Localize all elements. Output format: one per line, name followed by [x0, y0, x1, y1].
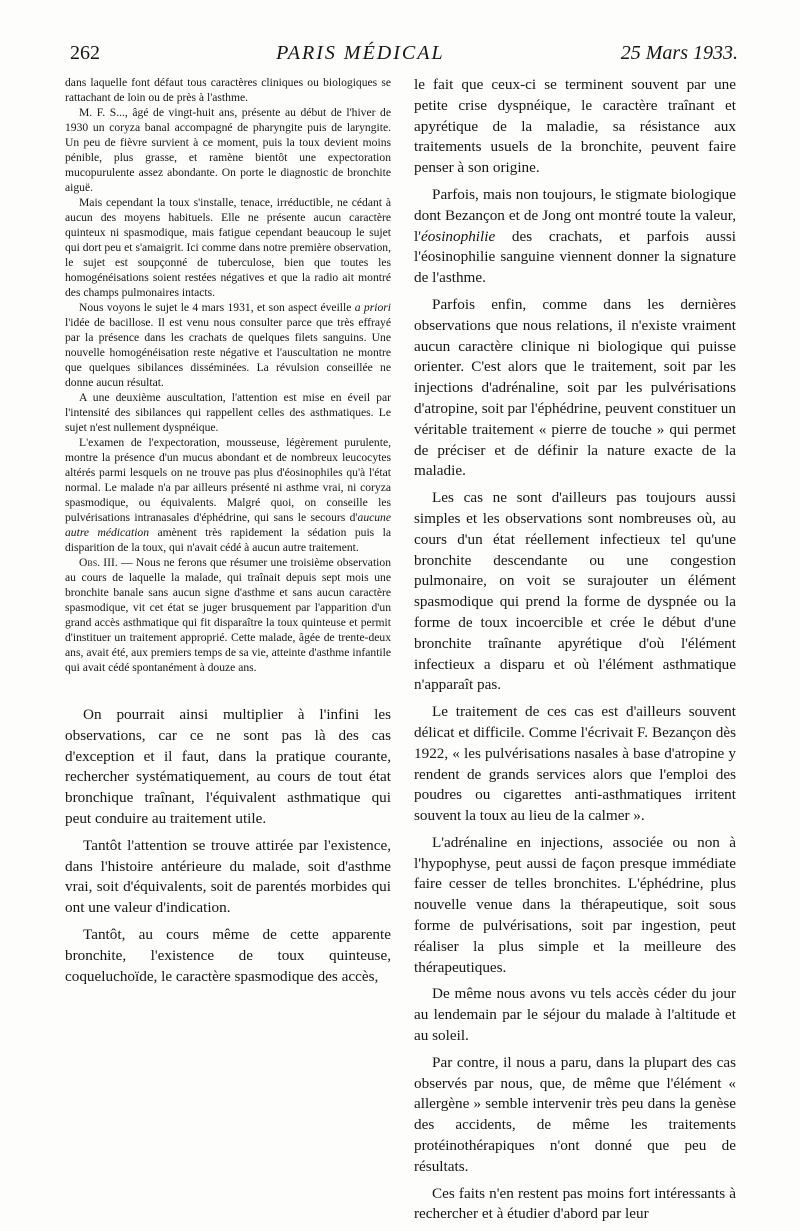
journal-title: PARIS MÉDICAL: [276, 42, 445, 64]
paragraph: Les cas ne sont d'ailleurs pas toujours aussi simples et les observations sont nombreuses où, au cours d'un état réellement infectieux tel qu'une bronchite descendante ou une congestion pulmonaire, on voit se surajouter un élément spasmodique qui prend la forme de dyspnée ou la forme de toux incoercible et crée le début d'une bronchite traînante apyrétique d'où l'élément infectieux a disparu et où l'élément asthmatique n'apparaît pas.: [414, 489, 736, 694]
text-run: amènent très rapidement la sédation puis la disparition de la toux, qui n'avait cédé à aucun autre traitement.: [65, 526, 391, 554]
paragraph: L'adrénaline en injections, associée ou non à l'hypophyse, peut aussi de façon presque immédiate faire cesser de telles bronchites. L'éphédrine, plus nouvelle venue dans la thérapeutique, soit sous forme de pulvérisations, soit par ingestion, peut réaliser la plus simple et la meilleure des thérapeutiques.: [414, 833, 736, 976]
left-column: [65, 75, 391, 993]
text-run: Nous voyons le sujet le 4 mars 1931, et son aspect éveille: [79, 301, 355, 314]
text-run: Parfois, mais non toujours, le stigmate biologique dont Bezançon et de Jong ont montré toute la valeur, l': [414, 185, 736, 245]
body-text-left: [65, 705, 391, 987]
paragraph: le fait que ceux-ci se terminent souvent par une petite crise dyspnéique, le caractère traînant et apyrétique de la maladie, sa résistance aux traitements usuels de la bronchite, peuvent faire penser à son origine.: [414, 76, 736, 177]
text-run: l'idée de bacillose. Il est venu nous consulter parce que très effrayé par la présence dans les crachats de quelques filets sanguins. Une nouvelle homogénéisation reste négative et l'auscultation ne montre que quelques sibilances disséminées. La révulsion conseillée ne donne aucun résultat.: [65, 316, 391, 389]
italic-text: éosinophilie: [420, 227, 496, 245]
paragraph: [65, 435, 391, 555]
paragraph: On pourrait ainsi multiplier à l'infini les observations, car ce ne sont pas là des cas d'exception et il faut, dans la pratique courante, rechercher systématiquement, au cours de tout état bronchique traînant, l'équivalent asthmatique qui peut conduire au traitement utile.: [65, 706, 391, 827]
paragraph: Par contre, il nous a paru, dans la plupart des cas observés par nous, que, de même que l'élément « allergène » semble intervenir très peu dans la genèse des accidents, de même les traitements protéinothérapiques n'ont donné que peu de résultats.: [414, 1053, 736, 1175]
paragraph: Tantôt, au cours même de cette apparente bronchite, l'existence de toux quinteuse, coqueluchoïde, le caractère spasmodique des accès,: [65, 925, 391, 985]
page-number: 262: [70, 42, 100, 64]
paragraph: M. F. S..., âgé de vingt-huit ans, présente au début de l'hiver de 1930 un coryza banal accompagné de pharyngite puis de laryngite. Un peu de fièvre survient à ce moment, puis la toux devient moins pénible, plus grasse, et ramène bientôt une expectoration mucopurulente assez abondante. On porte le diagnostic de bronchite aiguë.: [65, 106, 391, 194]
paragraph: dans laquelle font défaut tous caractères cliniques ou biologiques se rattachant de loin ou de près à l'asthme.: [65, 76, 391, 104]
paragraph: Tantôt l'attention se trouve attirée par l'existence, dans l'histoire antérieure du malade, soit d'asthme vrai, soit d'équivalents, soit de parentés morbides qui ont une valeur d'indication.: [65, 836, 391, 917]
observation-three: [65, 555, 391, 675]
text-run: L'examen de l'expectoration, mousseuse, légèrement purulente, montre la présence d'un mucus abondant et de nombreux leucocytes altérés parmi lesquels on ne trouve pas plus d'éosinophiles qu'à l'état normal. Le malade n'a par ailleurs présenté ni asthme vrai, ni coryza spasmodique, ou équivalents. Malgré quoi, on conseille les pulvérisations intranasales d'éphédrine, qui sans le secours d': [65, 436, 391, 524]
text-run: — Nous ne ferons que résumer une troisième observation au cours de laquelle la malade, qui traînait depuis sept mois une bronchite banale sans aucun signe d'asthme et sans aucun caractère spasmodique, vit cet état se juger brusquement par l'apparition d'un grand accès asthmatique qui fit disparaître la toux quinteuse et permit d'instituer un traitement approprié. Cette malade, âgée de trente-deux ans, avait été, aux premiers temps de sa vie, atteinte d'asthme infantile qui avait cédé spontanément à douze ans.: [65, 556, 391, 674]
paragraph: A une deuxième auscultation, l'attention est mise en éveil par l'intensité des sibilances qui rappellent celles des asthmatiques. Le sujet n'est nullement dyspnéique.: [65, 391, 391, 434]
text-run: des crachats, et parfois aussi l'éosinophilie sanguine viennent donner la signature de l'asthme.: [414, 227, 736, 287]
paragraph: Ces faits n'en restent pas moins fort intéressants à rechercher et à étudier d'abord par leur: [414, 1184, 736, 1223]
right-column: [414, 75, 736, 1231]
issue-date: 25 Mars 1933.: [620, 42, 738, 64]
paragraph: Mais cependant la toux s'installe, tenace, irréductible, ne cédant à aucun des moyens habituels. Elle ne présente aucun caractère quinteux ni spasmodique, mais fatigue cependant beaucoup le sujet qui dort peu et s'amaigrit. Ici comme dans notre première observation, le sujet est soupçonné de tuberculose, bien que toutes les homogénéisations soient restées négatives et que la radio ait montré des champs pulmonaires intacts.: [65, 196, 391, 299]
italic-text: aucune autre médication: [65, 511, 391, 539]
observation-label: Obs. III.: [79, 556, 118, 569]
paragraph: [414, 185, 736, 289]
paragraph: De même nous avons vu tels accès céder du jour au lendemain par le séjour du malade à l'altitude et au soleil.: [414, 985, 736, 1045]
paragraph: Le traitement de ces cas est d'ailleurs souvent délicat et difficile. Comme l'écrivait F. Bezançon dès 1922, « les pulvérisations nasales à base d'atropine y rendent de grands services alors que l'emploi des poudres ou cigarettes anti-asthmatiques irritent souvent la toux au lieu de la calmer ».: [414, 703, 736, 825]
italic-text: a priori: [354, 301, 391, 314]
page-header: [70, 42, 738, 72]
paragraph: [65, 300, 391, 390]
case-report-small-print: [65, 75, 391, 675]
paragraph: Parfois enfin, comme dans les dernières observations que nous relations, il n'existe vraiment aucun caractère clinique ni biologique qui puisse orienter. C'est alors que le traitement, soit par les injections d'adrénaline, soit par les pulvérisations d'atropine, soit par l'éphédrine, peuvent constituer un véritable traitement « pierre de touche » qui permet de préciser et de définir la nature exacte de la maladie.: [414, 295, 736, 480]
